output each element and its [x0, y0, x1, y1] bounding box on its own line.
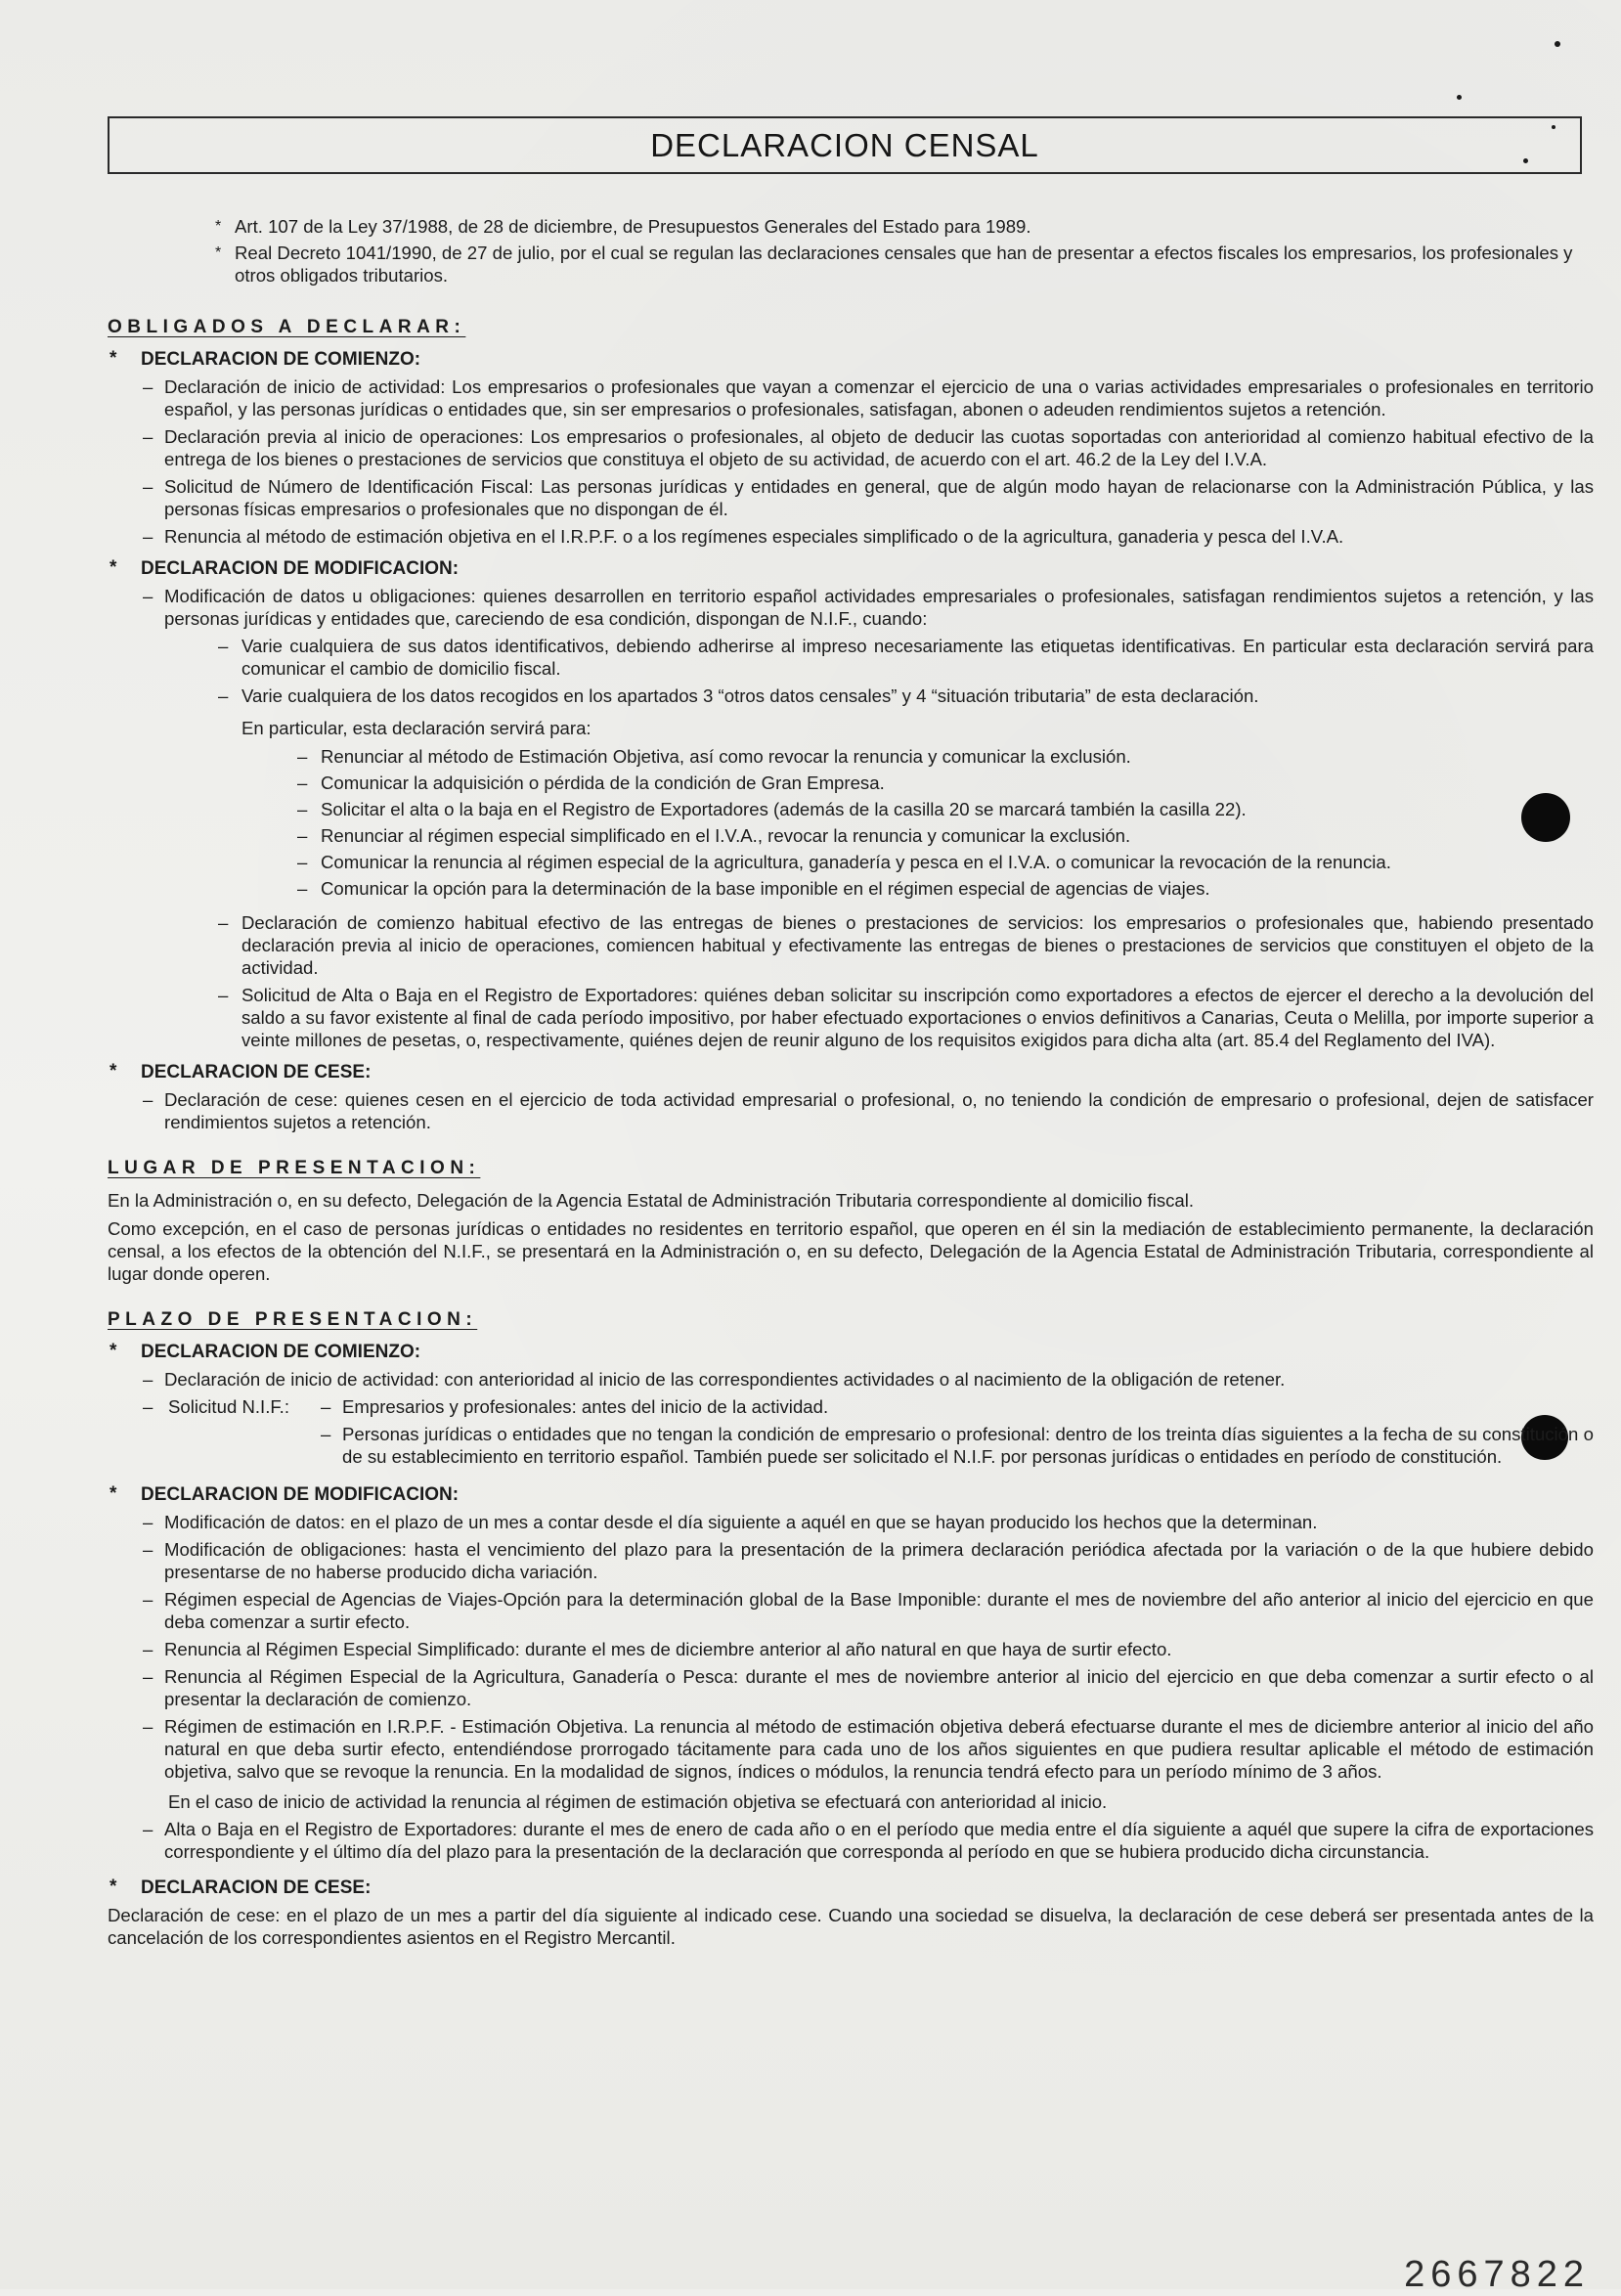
list-item: – Modificación de datos: en el plazo de un mes a contar desde el día siguiente a aquél en que se hayan producido los hechos que la determinan. [143, 1512, 1318, 1532]
list-item: – Declaración de inicio de actividad: con anterioridad al inicio de las correspondientes actividades o al nacimiento de la obligación de retener. [143, 1369, 1286, 1390]
sub-sub-list-item: – Comunicar la renuncia al régimen especial de la agricultura, ganadería y pesca en el I.V.A. o comunicar la revocación de la renuncia. [297, 852, 1391, 872]
subheading-cese: * DECLARACION DE CESE: [110, 1877, 372, 1898]
reference-item: * Art. 107 de la Ley 37/1988, de 28 de diciembre, de Presupuestos Generales del Estado para 1989. [215, 216, 1031, 237]
bullet-asterisk: * [215, 244, 222, 261]
paragraph: Como excepción, en el caso de personas jurídicas o entidades no residentes en territorio español, que operen en él sin la mediación de establecimiento permanente, la declaración censal, a los efectos de la obtención del N.I.F., se presentará en la Administración o, en su defecto, Delegación de la Agencia Estatal de Administración Tributaria, correspondiente al lugar donde operen. [108, 1218, 1594, 1284]
sub-list-item: – Declaración de comienzo habitual efectivo de las entregas de bienes o prestaciones de servicios: los empresarios o profesionales que, habiendo presentado declaración previa al inicio de operaciones, comiencen habitual y efectivamente las entregas de bienes o prestaciones de servicios que constituyen el objeto de la actividad. [218, 912, 1594, 978]
subheading-modificacion: * DECLARACION DE MODIFICACION: [110, 1483, 460, 1505]
section-heading-lugar: LUGAR DE PRESENTACION: [108, 1158, 481, 1178]
list-item: – Renuncia al Régimen Especial de la Agricultura, Ganadería o Pesca: durante el mes de noviembre anterior al inicio del ejercicio en que deba comenzar a surtir efecto o al presentar la declaración de comienzo. [143, 1666, 1594, 1709]
subheading-modificacion: * DECLARACION DE MODIFICACION: [110, 557, 460, 579]
legal-references [215, 215, 1584, 287]
list-item: – Renuncia al método de estimación objetiva en el I.R.P.F. o a los regímenes especiales simplificado o de la agricultura, ganaderia y pesca del I.V.A. [143, 526, 1344, 547]
sub-sub-list-item: – Comunicar la opción para la determinación de la base imponible en el régimen especial de agencias de viajes. [297, 878, 1210, 899]
list-item: – Renuncia al Régimen Especial Simplificado: durante el mes de diciembre anterior al año natural en que haya de surtir efecto. [143, 1639, 1172, 1659]
list-item: – Modificación de obligaciones: hasta el vencimiento del plazo para la presentación de la primera declaración periódica afectada por la variación o de la que hubiere debido presentarse de no haberse producido dicha variación. [143, 1539, 1594, 1582]
sub-list-item: – Solicitud de Alta o Baja en el Registro de Exportadores: quiénes deban solicitar su inscripción como exportadores a efectos de ejercer el derecho a la devolución del saldo a su favor existente al final de cada período impositivo, por haber efectuado exportaciones o envios definitivos a Canarias, Ceuta o Melilla, por importe superior a veinte millones de pesetas, o, respectivamente, quiénes dejen de reunir alguno de los requisitos exigidos para dicha alta (art. 85.4 del Reglamento del IVA). [218, 985, 1594, 1050]
paragraph: En la Administración o, en su defecto, Delegación de la Agencia Estatal de Administración Tributaria correspondiente al domicilio fiscal. [108, 1190, 1195, 1211]
subheading-cese: * DECLARACION DE CESE: [110, 1061, 372, 1082]
sub-sub-list-item: – Comunicar la adquisición o pérdida de la condición de Gran Empresa. [297, 773, 885, 793]
sub-sub-list-item: – Solicitar el alta o la baja en el Registro de Exportadores (además de la casilla 20 se marcará también la casilla 22). [297, 799, 1247, 819]
note-paragraph: En el caso de inicio de actividad la renuncia al régimen de estimación objetiva se efectuará con anterioridad al inicio. [168, 1791, 1108, 1812]
scan-speck [1457, 95, 1462, 100]
sub-sub-list-item: – Renunciar al régimen especial simplificado en el I.V.A., revocar la renuncia y comunicar la exclusión. [297, 825, 1131, 846]
section-heading-obligados: OBLIGADOS A DECLARAR: [108, 317, 466, 337]
bullet-asterisk: * [215, 218, 222, 235]
particular-intro: En particular, esta declaración servirá para: [241, 718, 591, 738]
sub-list-item: – Varie cualquiera de los datos recogidos en los apartados 3 “otros datos censales” y 4 “situación tributaria” de esta declaración. [218, 685, 1259, 706]
list-item: – Declaración de cese: quienes cesen en el ejercicio de toda actividad empresarial o profesional, o, no teniendo la condición de empresario o profesional, dejen de satisfacer rendimientos sujetos a retención. [143, 1089, 1594, 1132]
list-item: – Régimen especial de Agencias de Viajes-Opción para la determinación global de la Base Imponible: durante el mes de noviembre del año anterior al inicio del ejercicio en que deba comenzar a surtir efecto. [143, 1589, 1594, 1632]
list-item: – Modificación de datos u obligaciones: quienes desarrollen en territorio español actividades empresariales o profesionales, satisfagan rendimientos sujetos a retención, y las personas jurídicas y entidades que, careciendo de esa condición, dispongan de N.I.F., cuando: [143, 586, 1594, 629]
subheading-comienzo: * DECLARACION DE COMIENZO: [110, 348, 421, 370]
paragraph: Declaración de cese: en el plazo de un mes a partir del día siguiente al indicado cese. Cuando una sociedad se disuelva, la declaración de cese deberá ser presentada antes de la cancelación de los correspondientes asientos en el Registro Mercantil. [108, 1905, 1594, 1948]
list-item: – Régimen de estimación en I.R.P.F. - Estimación Objetiva. La renuncia al método de estimación objetiva deberá efectuarse durante el mes de diciembre anterior al inicio del año natural en que deba surtir efecto, entendiéndose prorrogado tácitamente para cada uno de los años siguientes en que pudiera resultar aplicable el método de estimación objetiva, salvo que se revoque la renuncia. En la modalidad de signos, índices o módulos, la renuncia tendrá efecto para un período mínimo de 3 años. [143, 1716, 1594, 1782]
nif-request-block: – Solicitud N.I.F.: – Empresarios y profesionales: antes del inicio de la actividad. – Personas jurídicas o entidades que no tengan la condición de empresario o profesional: dentro de los treinta días siguientes a la fecha de su constitución o de su establecimiento en territorio español. También puede ser solicitado el N.I.F. por personas jurídicas o entidades en período de constitución. [143, 1396, 1594, 1467]
nif-label: Solicitud N.I.F.: [168, 1396, 290, 1417]
list-item: – Solicitud de Número de Identificación Fiscal: Las personas jurídicas y entidades en general, que de algún modo hayan de relacionarse con la Administración Pública, y las personas físicas empresarios o profesionales que no dispongan de él. [143, 476, 1594, 519]
list-item: – Declaración previa al inicio de operaciones: Los empresarios o profesionales, al objeto de deducir las cuotas soportadas con anterioridad al comienzo habitual efectivo de la entrega de los bienes o prestaciones de servicios que constituya el objeto de su actividad, de acuerdo con el art. 46.2 de la Ley del I.V.A. [143, 426, 1594, 469]
list-item: – Alta o Baja en el Registro de Exportadores: durante el mes de enero de cada año o en el período que media entre el día siguiente a aquél que supere la cifra de exportaciones correspondiente y el último día del plazo para la presentación de la declaración que corresponda al período en que se hubiera producido dicha circunstancia. [143, 1819, 1594, 1862]
reference-item: * Real Decreto 1041/1990, de 27 de julio, por el cual se regulan las declaraciones censales que han de presentar a efectos fiscales los empresarios, los profesionales y otros obligados tributarios. [215, 243, 1573, 286]
subheading-comienzo: * DECLARACION DE COMIENZO: [110, 1341, 421, 1362]
list-item: – Personas jurídicas o entidades que no tengan la condición de empresario o profesional: dentro de los treinta días siguientes a la fecha de su constitución o de su establecimiento en territorio español. También puede ser solicitado el N.I.F. por personas jurídicas o entidades en período de constitución. [321, 1424, 1594, 1467]
list-item: – Empresarios y profesionales: antes del inicio de la actividad. [321, 1396, 829, 1417]
scan-speck [1555, 41, 1560, 47]
document-title: DECLARACION CENSAL [650, 126, 1039, 163]
section-heading-plazo: PLAZO DE PRESENTACION: [108, 1309, 478, 1330]
list-item: – Declaración de inicio de actividad: Los empresarios o profesionales que vayan a comenzar el ejercicio de una o varias actividades empresariales o profesionales en territorio español, y las personas jurídicas o entidades que, sin ser empresarios o profesionales, satisfagan, abonen o adeuden rendimientos sujetos a retención. [143, 376, 1594, 419]
sub-sub-list-item: – Renunciar al método de Estimación Objetiva, así como revocar la renuncia y comunicar la exclusión. [297, 746, 1131, 767]
sub-list-item: – Varie cualquiera de sus datos identificativos, debiendo adherirse al impreso necesariamente las etiquetas identificativas. En particular esta declaración servirá para comunicar el cambio de domicilio fiscal. [218, 636, 1594, 679]
nif-items [164, 1395, 1594, 1468]
title-box [108, 116, 1582, 174]
document-number: 2667822 [1404, 2254, 1590, 2295]
document-body [108, 215, 1594, 1953]
